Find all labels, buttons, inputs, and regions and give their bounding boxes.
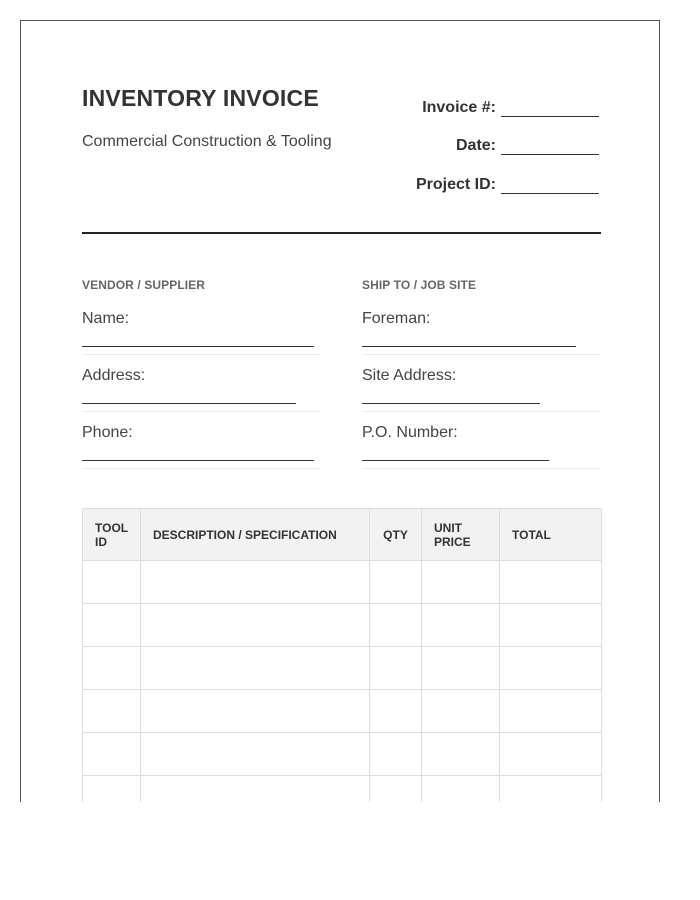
tool-id-cell[interactable] [83,561,141,604]
table-row [83,776,602,803]
total-cell[interactable] [500,561,602,604]
invoice-sheet [20,20,660,802]
ship-to-section [362,278,601,469]
foreman-label: Foreman: [362,310,431,327]
vendor-address-input[interactable] [82,403,296,404]
vendor-name-label: Name: [82,310,130,327]
description-cell[interactable] [141,776,370,803]
foreman-input[interactable] [362,346,576,347]
column-header-qty: QTY [370,509,422,561]
total-cell[interactable] [500,690,602,733]
vendor-phone-input[interactable] [82,460,314,461]
column-header-total: TOTAL [500,509,602,561]
tool-id-cell[interactable] [83,647,141,690]
table-row [83,690,602,733]
date-field[interactable] [501,138,599,155]
table-row [83,604,602,647]
tool-id-cell[interactable] [83,690,141,733]
line-items-table [82,508,602,802]
qty-cell[interactable] [370,604,422,647]
vendor-address-field [82,355,321,412]
vendor-name-input[interactable] [82,346,314,347]
date-label: Date: [455,137,496,154]
column-header-unit-price: UNIT PRICE [422,509,500,561]
description-cell[interactable] [141,647,370,690]
foreman-field [362,298,601,355]
project-id-field[interactable] [501,177,599,194]
qty-cell[interactable] [370,561,422,604]
po-number-input[interactable] [362,460,549,461]
description-cell[interactable] [141,604,370,647]
total-cell[interactable] [500,604,602,647]
table-header-row [83,509,602,561]
description-cell[interactable] [141,561,370,604]
qty-cell[interactable] [370,690,422,733]
unit-price-cell[interactable] [422,647,500,690]
vendor-phone-label: Phone: [82,424,133,441]
description-cell[interactable] [141,690,370,733]
unit-price-cell[interactable] [422,690,500,733]
invoice-number-label: Invoice #: [422,99,496,116]
vendor-heading: VENDOR / SUPPLIER [82,278,206,292]
po-number-label: P.O. Number: [362,424,458,441]
site-address-field [362,355,601,412]
invoice-number-field[interactable] [501,100,599,117]
unit-price-cell[interactable] [422,561,500,604]
tool-id-cell[interactable] [83,776,141,803]
vendor-name-field [82,298,321,355]
date-row [456,137,599,155]
project-id-row [416,176,599,194]
table-row [83,733,602,776]
site-address-label: Site Address: [362,367,457,384]
total-cell[interactable] [500,647,602,690]
total-cell[interactable] [500,733,602,776]
po-number-field [362,412,601,469]
table-row [83,561,602,604]
invoice-title: INVENTORY INVOICE [82,85,319,111]
unit-price-cell[interactable] [422,733,500,776]
ship-to-heading: SHIP TO / JOB SITE [362,278,477,292]
header-divider [82,232,601,234]
column-header-description: DESCRIPTION / SPECIFICATION [141,509,370,561]
description-cell[interactable] [141,733,370,776]
vendor-section [82,278,321,469]
site-address-input[interactable] [362,403,540,404]
unit-price-cell[interactable] [422,604,500,647]
line-items-table-wrap [82,508,601,802]
tool-id-cell[interactable] [83,733,141,776]
total-cell[interactable] [500,776,602,803]
qty-cell[interactable] [370,776,422,803]
tool-id-cell[interactable] [83,604,141,647]
table-row [83,647,602,690]
vendor-phone-field [82,412,321,469]
invoice-subtitle: Commercial Construction & Tooling [82,133,332,150]
qty-cell[interactable] [370,733,422,776]
vendor-address-label: Address: [82,367,146,384]
project-id-label: Project ID: [415,176,496,193]
unit-price-cell[interactable] [422,776,500,803]
qty-cell[interactable] [370,647,422,690]
invoice-number-row [422,99,599,117]
column-header-tool-id: TOOL ID [83,509,141,561]
